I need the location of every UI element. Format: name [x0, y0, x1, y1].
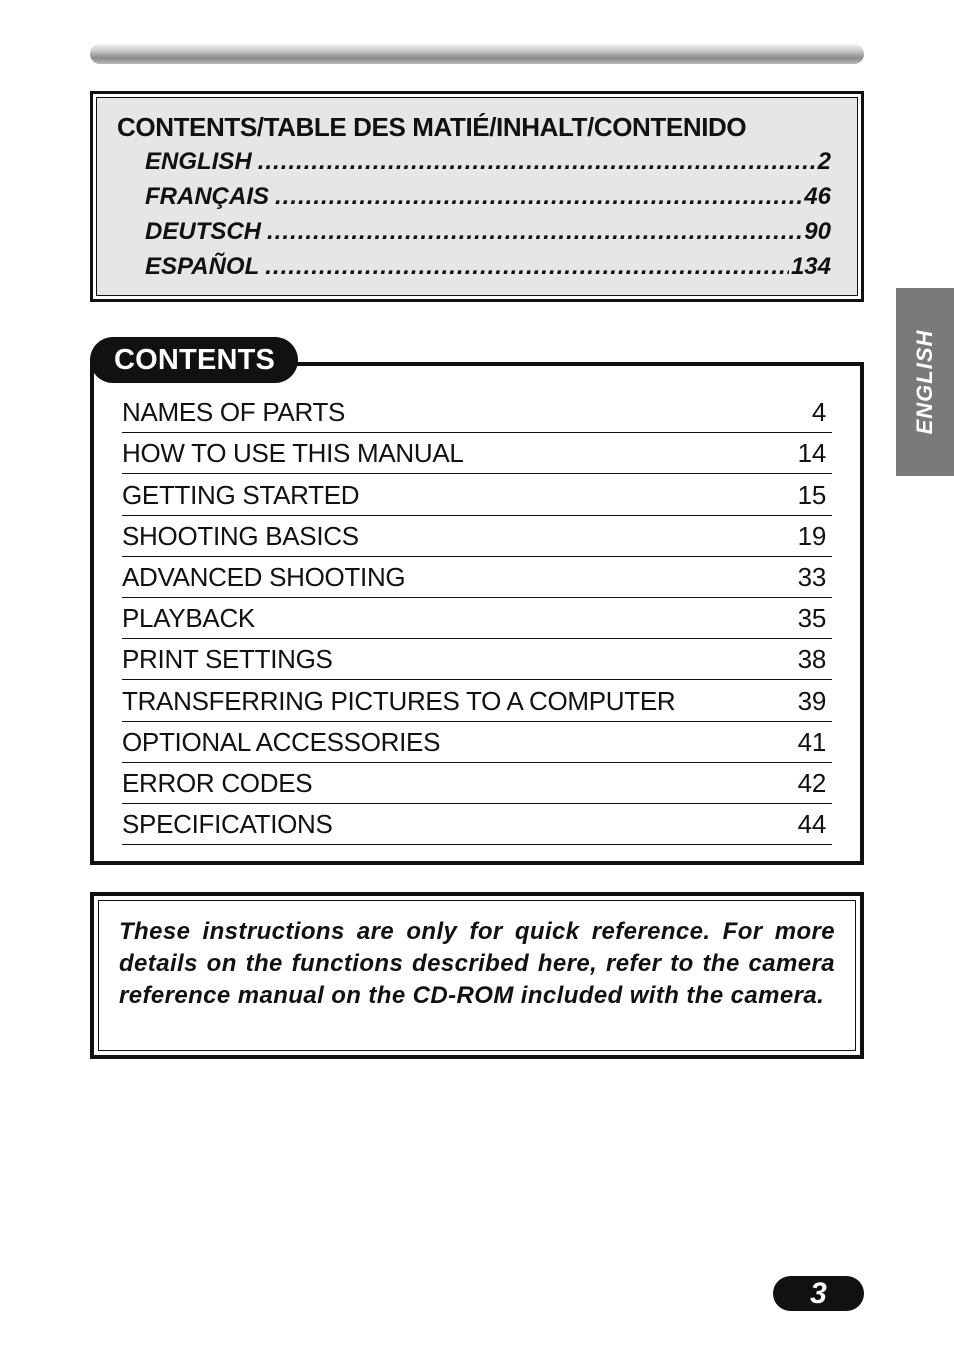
- toc-item-error-codes[interactable]: [122, 763, 832, 804]
- toc-item-page: 4: [811, 397, 826, 428]
- language-entry-francais[interactable]: [145, 183, 831, 218]
- toc-item-getting-started[interactable]: [122, 474, 832, 515]
- language-index-list: [117, 148, 837, 288]
- toc-item-how-to-use[interactable]: [122, 433, 832, 474]
- contents-heading: CONTENTS: [114, 343, 276, 376]
- dot-leader: [267, 218, 802, 246]
- language-entry-label: ESPAÑOL: [145, 253, 260, 280]
- toc-item-page: 42: [797, 767, 826, 798]
- toc-item-playback[interactable]: [122, 598, 832, 639]
- language-entry-espanol[interactable]: [145, 253, 831, 288]
- toc-item-page: 38: [797, 644, 826, 675]
- toc-list: [122, 392, 832, 845]
- dot-leader: [275, 183, 802, 211]
- page-number: 3: [810, 1276, 827, 1310]
- toc-item-advanced-shooting[interactable]: [122, 557, 832, 598]
- toc-item-label: SHOOTING BASICS: [122, 520, 359, 551]
- language-entry-page: 134: [790, 253, 831, 280]
- language-entry-label: ENGLISH: [145, 148, 252, 175]
- quick-reference-note-inner: [98, 900, 856, 1051]
- language-index-title: CONTENTS/TABLE DES MATIÉ/INHALT/CONTENIDO: [117, 112, 747, 142]
- language-entry-label: DEUTSCH: [145, 218, 262, 245]
- toc-item-page: 15: [797, 479, 826, 510]
- toc-item-print-settings[interactable]: [122, 639, 832, 680]
- toc-item-page: 14: [797, 438, 826, 469]
- toc-item-specifications[interactable]: [122, 804, 832, 845]
- toc-item-label: PLAYBACK: [122, 603, 255, 634]
- contents-box: [90, 362, 864, 865]
- toc-item-page: 41: [797, 726, 826, 757]
- quick-reference-note-text: These instructions are only for quick reference. For more details on the functions described here, refer to the camera reference manual on the CD-ROM included with the camera.: [119, 918, 835, 1009]
- toc-item-label: NAMES OF PARTS: [122, 397, 346, 428]
- toc-item-label: GETTING STARTED: [122, 479, 360, 510]
- dot-leader: [265, 253, 789, 281]
- toc-item-optional-accessories[interactable]: [122, 722, 832, 763]
- toc-item-label: ADVANCED SHOOTING: [122, 561, 406, 592]
- page-number-badge: [773, 1276, 864, 1311]
- toc-item-page: 33: [797, 561, 826, 592]
- dot-leader: [258, 148, 816, 176]
- toc-item-transferring-pictures[interactable]: [122, 680, 832, 721]
- language-index-inner: [96, 97, 858, 296]
- header-decorative-bar: [90, 44, 864, 64]
- toc-item-label: ERROR CODES: [122, 767, 313, 798]
- toc-item-label: PRINT SETTINGS: [122, 644, 333, 675]
- toc-item-label: TRANSFERRING PICTURES TO A COMPUTER: [122, 685, 676, 716]
- toc-item-label: SPECIFICATIONS: [122, 809, 333, 840]
- side-tab-label: ENGLISH: [912, 329, 937, 435]
- toc-item-shooting-basics[interactable]: [122, 516, 832, 557]
- contents-heading-tab: [90, 337, 298, 383]
- toc-item-page: 44: [797, 809, 826, 840]
- language-entry-page: 2: [817, 148, 831, 175]
- language-entry-page: 90: [804, 218, 831, 245]
- language-entry-english[interactable]: [145, 148, 831, 183]
- language-entry-label: FRANÇAIS: [145, 183, 269, 210]
- toc-item-page: 39: [797, 685, 826, 716]
- toc-item-label: HOW TO USE THIS MANUAL: [122, 438, 464, 469]
- language-entry-page: 46: [804, 183, 831, 210]
- toc-item-names-of-parts[interactable]: [122, 392, 832, 433]
- toc-item-label: OPTIONAL ACCESSORIES: [122, 726, 441, 757]
- language-index-box: [90, 91, 864, 302]
- language-entry-deutsch[interactable]: [145, 218, 831, 253]
- toc-item-page: 35: [797, 603, 826, 634]
- language-side-tab: [896, 288, 954, 476]
- toc-item-page: 19: [797, 520, 826, 551]
- quick-reference-note-box: [90, 892, 864, 1059]
